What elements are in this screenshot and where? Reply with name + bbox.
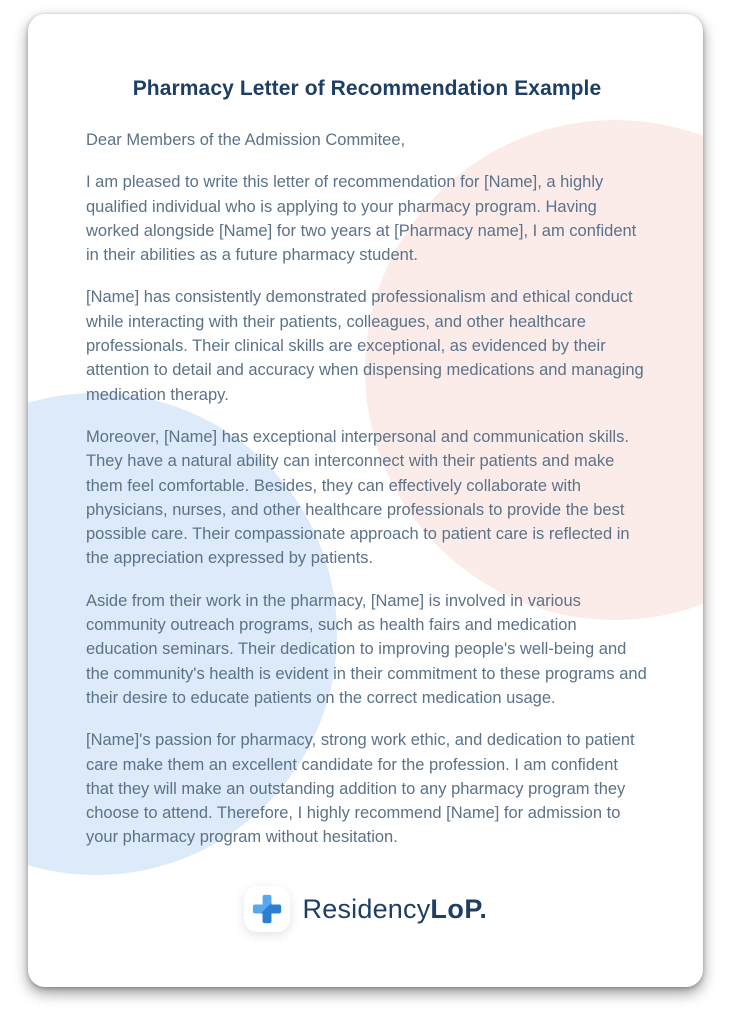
plus-cross-icon [244, 886, 290, 932]
brand-name-regular: Residency [302, 893, 431, 924]
brand-logo [28, 886, 703, 932]
letter-paragraph: Moreover, [Name] has exceptional interpersonal and communication skills. They have a natural ability can interconnect with their patients and make them feel comfortable. Besides, they can effectively collaborate with physicians, nurses, and other healthcare professionals to provide the best possible care. Their compassionate approach to patient care is reflected in the appreciation expressed by patients. [86, 427, 630, 568]
brand-wordmark [303, 894, 488, 925]
letter-content [28, 14, 703, 987]
letter-card [28, 14, 703, 987]
page-title: Pharmacy Letter of Recommendation Example [132, 77, 602, 100]
letter-paragraph: [Name]'s passion for pharmacy, strong work ethic, and dedication to patient care make them an excellent candidate for the profession. I am confident that they will make an outstanding addition to any pharmacy program they choose to attend. Therefore, I highly recommend [Name] for admission to your pharmacy program without hesitation. [86, 731, 635, 847]
brand-name-bold: LoP. [430, 893, 488, 924]
letter-paragraph: [Name] has consistently demonstrated professionalism and ethical conduct while interacting with their patients, colleagues, and other healthcare professionals. Their clinical skills are exceptional, as evidenced by their attention to detail and accuracy when dispensing medications and managing medication therapy. [86, 288, 644, 404]
letter-paragraph: I am pleased to write this letter of recommendation for [Name], a highly qualified individual who is applying to your pharmacy program. Having worked alongside [Name] for two years at [Pharmacy name], I am confident in their abilities as a future pharmacy student. [86, 173, 637, 265]
letter-paragraph: Aside from their work in the pharmacy, [Name] is involved in various community outreach programs, such as health fairs and medication education seminars. Their dedication to improving people's well-being and the community's health is evident in their commitment to these programs and their desire to educate patients on the correct medication usage. [86, 591, 647, 707]
salutation: Dear Members of the Admission Commitee, [86, 131, 406, 149]
